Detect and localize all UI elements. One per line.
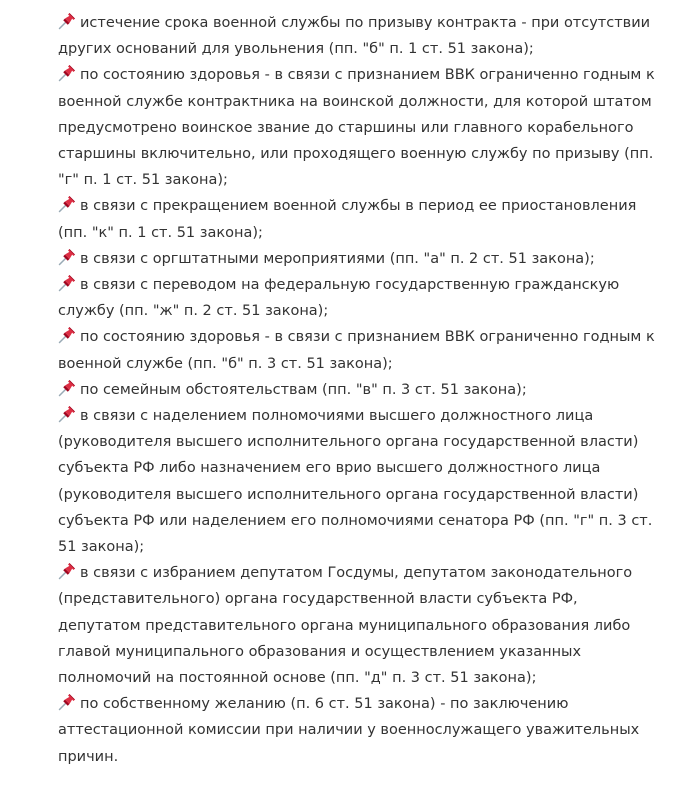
list-item-text: в связи с оргштатными мероприятиями (пп. "а" п. 2 ст. 51 закона); (80, 250, 595, 267)
list-item (58, 193, 658, 245)
list-item-text: в связи с переводом на федеральную государственную гражданскую службу (пп. "ж" п. 2 ст. 51 закона); (58, 277, 620, 320)
list-item (58, 10, 658, 62)
pushpin-icon (58, 326, 76, 344)
list-item (58, 377, 658, 403)
pushpin-icon (58, 562, 76, 580)
list-item-text: по состоянию здоровья - в связи с признанием ВВК ограниченно годным к военной службе (пп. "б" п. 3 ст. 51 закона); (58, 329, 655, 372)
list-item-text: в связи с избранием депутатом Госдумы, депутатом законодательного (представительного) органа государственной власти субъекта РФ, депутатом представительного органа муниципального образования либо главой муниципального образования и осуществлением указанных полномочий на постоянной основе (пп. "д" п. 3 ст. 51 закона); (58, 565, 633, 687)
pushpin-icon (58, 12, 76, 30)
list-item-text: истечение срока военной службы по призыву контракта - при отсутствии других оснований для увольнения (пп. "б" п. 1 ст. 51 закона); (58, 15, 651, 58)
pushpin-icon (58, 248, 76, 266)
pushpin-icon (58, 64, 76, 82)
list-item (58, 62, 658, 193)
list-item-text: в связи с прекращением военной службы в период ее приостановления (пп. "к" п. 1 ст. 51 закона); (58, 198, 637, 241)
list-item (58, 324, 658, 376)
list-item (58, 560, 658, 691)
pushpin-icon (58, 379, 76, 397)
list-item (58, 272, 658, 324)
document-body (58, 10, 658, 770)
list-item (58, 691, 658, 770)
list-item (58, 246, 658, 272)
list-item-text: в связи с наделением полномочиями высшего должностного лица (руководителя высшего исполнительного органа государственной власти) субъекта РФ либо назначением его врио высшего должностного лица (руководителя высшего исполнительного органа государственной власти) субъекта РФ или наделением его полномочиями сенатора РФ (пп. "г" п. 3 ст. 51 закона); (58, 408, 653, 556)
pushpin-icon (58, 274, 76, 292)
list-item-text: по состоянию здоровья - в связи с признанием ВВК ограниченно годным к военной службе контрактника на воинской должности, для которой штатом предусмотрено воинское звание до старшины или главного корабельного старшины включительно, или проходящего военную службу по призыву (пп. "г" п. 1 ст. 51 закона); (58, 67, 655, 189)
list-item-text: по семейным обстоятельствам (пп. "в" п. 3 ст. 51 закона); (80, 381, 527, 398)
pushpin-icon (58, 195, 76, 213)
pushpin-icon (58, 693, 76, 711)
list-item (58, 403, 658, 560)
list-item-text: по собственному желанию (п. 6 ст. 51 закона) - по заключению аттестационной комиссии при наличии у военнослужащего уважительных причин. (58, 696, 640, 765)
pushpin-icon (58, 405, 76, 423)
